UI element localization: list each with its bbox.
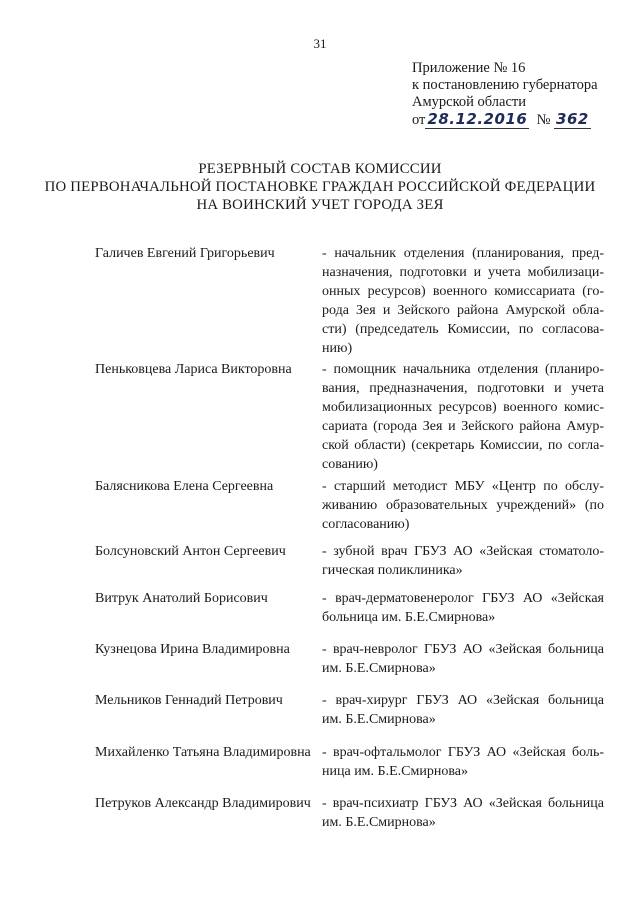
- title-line-2: ПО ПЕРВОНАЧАЛЬНОЙ ПОСТАНОВКЕ ГРАЖДАН РОССИЙСКОЙ ФЕДЕРАЦИИ: [44, 179, 596, 195]
- member-role: [322, 589, 604, 627]
- member-role: [322, 794, 604, 832]
- appendix-line-1: Приложение № 16: [412, 60, 526, 76]
- member-role-line: онных ресурсов) военного комиссариата (го-: [322, 284, 604, 299]
- member-name: Пеньковцева Лариса Викторовна: [95, 362, 292, 377]
- member-role-line: нию): [322, 341, 353, 356]
- member-role: [322, 542, 604, 580]
- member-name: Кузнецова Ирина Владимировна: [95, 642, 290, 657]
- member-role-line: - врач-невролог ГБУЗ АО «Зейская больница: [322, 642, 604, 657]
- member-role: [322, 477, 604, 534]
- member-role-line: живанию образовательных учреждений» (по: [322, 498, 604, 513]
- member-role-line: им. Б.Е.Смирнова»: [322, 661, 436, 676]
- page-number: 31: [313, 36, 327, 51]
- member-name: Галичев Евгений Григорьевич: [95, 246, 275, 261]
- member-role-line: рода Зея и Зейского района Амурской обла-: [322, 303, 604, 318]
- member-name: Мельников Геннадий Петрович: [95, 693, 283, 708]
- member-role-line: сти) (председатель Комиссии, по согласова-: [322, 322, 604, 337]
- appendix-line-3: Амурской области: [412, 94, 526, 110]
- member-role-line: им. Б.Е.Смирнова»: [322, 712, 436, 727]
- handwritten-date: 28.12.2016: [427, 110, 528, 128]
- appendix-block: [412, 60, 598, 129]
- member-role-line: - врач-дерматовенеролог ГБУЗ АО «Зейская: [322, 591, 604, 606]
- title-line-1: РЕЗЕРВНЫЙ СОСТАВ КОМИССИИ: [198, 161, 442, 177]
- member-role-line: ница им. Б.Е.Смирнова»: [322, 764, 468, 779]
- date-prefix: от: [412, 112, 426, 128]
- appendix-date-line: [412, 111, 598, 129]
- member-role: [322, 743, 604, 781]
- member-role-line: вания, предназначения, подготовки и учета: [322, 381, 604, 396]
- member-name: Петруков Александр Владимирович: [95, 796, 311, 811]
- member-role-line: - зубной врач ГБУЗ АО «Зейская стоматоло-: [322, 544, 604, 559]
- member-name: Болсуновский Антон Сергеевич: [95, 544, 286, 559]
- member-name: Михайленко Татьяна Владимировна: [95, 745, 311, 760]
- member-name: Витрук Анатолий Борисович: [95, 591, 268, 606]
- member-role-line: им. Б.Е.Смирнова»: [322, 815, 436, 830]
- member-role-line: гическая поликлиника»: [322, 563, 463, 578]
- member-role-line: ской области) (секретарь Комиссии, по согла-: [322, 438, 604, 453]
- member-role-line: - врач-психиатр ГБУЗ АО «Зейская больница: [322, 796, 604, 811]
- appendix-line-2: к постановлению губернатора: [412, 77, 598, 93]
- member-role-line: больница им. Б.Е.Смирнова»: [322, 610, 496, 625]
- member-role: [322, 244, 604, 358]
- member-role-line: - врач-офтальмолог ГБУЗ АО «Зейская боль-: [322, 745, 604, 760]
- member-role-line: - врач-хирург ГБУЗ АО «Зейская больница: [322, 693, 604, 708]
- number-prefix: №: [536, 112, 551, 128]
- document-title: [0, 160, 640, 214]
- handwritten-number: 362: [556, 110, 589, 128]
- member-role: [322, 691, 604, 729]
- member-role-line: - начальник отделения (планирования, пред-: [322, 246, 604, 261]
- member-role: [322, 640, 604, 678]
- member-role-line: сариата (города Зея и Зейского района Амур-: [322, 419, 604, 434]
- member-name: Балясникова Елена Сергеевна: [95, 479, 274, 494]
- member-role-line: назначения, подготовки и учета мобилизаци-: [322, 265, 604, 280]
- member-role-line: - помощник начальника отделения (планиро-: [322, 362, 604, 377]
- member-role-line: - старший методист МБУ «Центр по обслу-: [322, 479, 604, 494]
- member-role-line: согласованию): [322, 517, 410, 532]
- member-role: [322, 360, 604, 474]
- member-role-line: сованию): [322, 457, 378, 472]
- title-line-3: НА ВОИНСКИЙ УЧЕТ ГОРОДА ЗЕЯ: [196, 197, 444, 213]
- member-role-line: мобилизационных ресурсов) военного комис-: [322, 400, 604, 415]
